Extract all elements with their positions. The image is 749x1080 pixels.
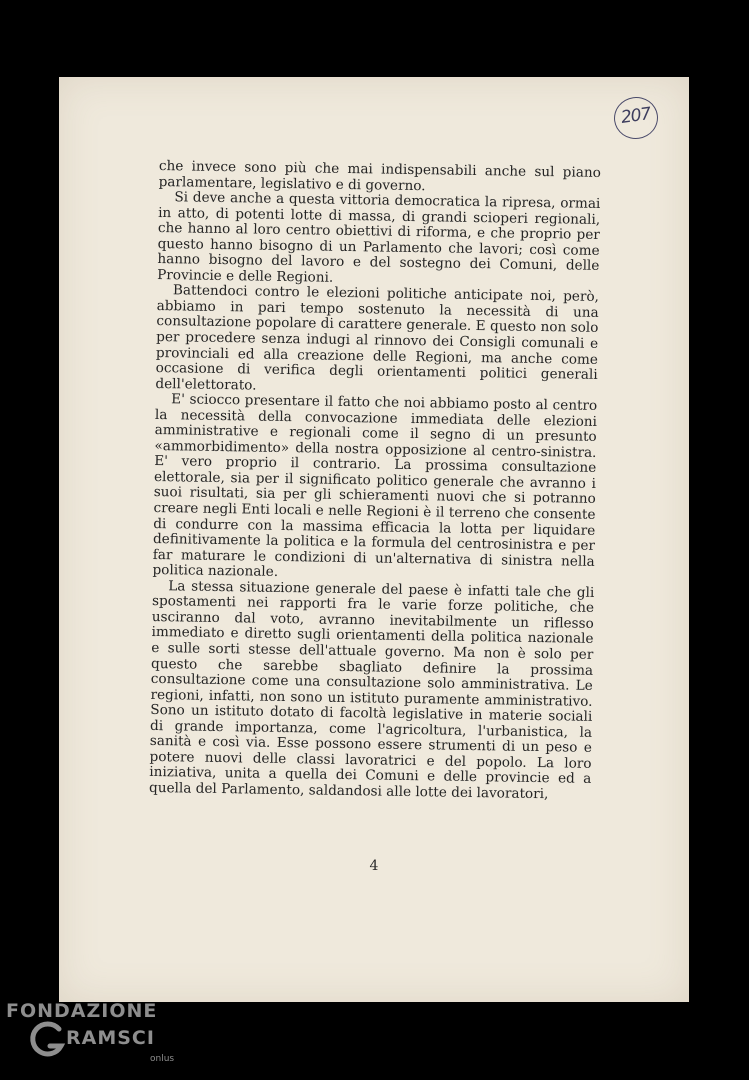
document-page: [59, 77, 689, 1002]
folio-stamp: [611, 94, 660, 142]
g-mark-icon: [28, 1019, 70, 1061]
page-number: 4: [369, 858, 379, 874]
paragraph: Battendoci contro le elezioni politiche anticipate noi, però, abbiamo in pari tempo sostenuto la necessità di una consultazione popolare di carattere generale. E questo non solo per procedere senza indugi al rinnovo dei Consigli comunali e provinciali ed alla creazione delle Regioni, ma anche come occasione di verifica degli orientamenti politici generali dell'elettorato.: [155, 282, 600, 394]
paragraph: E' sciocco presentare il fatto che noi abbiamo posto al centro la necessità della convocazione immediata delle elezioni amministrative e regionali come il segno di un presunto «ammorbidimento» della nostra opposizione al centro-sinistra. E' vero proprio il contrario. La prossima consultazione elettorale, sia per il significato politico generale che avranno i suoi risultati, sia per gli schieramenti nuovi che si potranno creare negli Enti locali e nelle Regioni è il terreno che consente di condurre con la massima efficacia la lotta per liquidare definitivamente la politica e la formula del centrosinistra e per far maturare le condizioni di un'alternativa di sinistra nella politica nazionale.: [152, 391, 598, 581]
logo-line1: FONDAZIONE: [6, 1000, 158, 1022]
logo-suffix: onlus: [150, 1054, 175, 1064]
paragraph: Si deve anche a questa vittoria democratica la ripresa, ormai in atto, di potenti lotte di massa, di grandi scioperi regionali, che hanno al loro centro obiettivi di riforma, e che proprio per questo hanno bisogno di un Parlamento che lavori; così come hanno bisogno del lavoro e del sostegno dei Comuni, delle Provincie e delle Regioni.: [157, 189, 601, 286]
paragraph: La stessa situazione generale del paese è infatti tale che gli spostamenti nei rapporti fra le varie forze politiche, che usciranno dal voto, avranno inevitabilmente un riflesso immediato e diretto sugli orientamenti della politica nazionale e sulle sorti stesse dell'attuale governo. Ma non è solo per questo che sarebbe sbagliato definire la prossima consultazione come una consultazione solo amministrativa. Le regioni, infatti, non sono un istituto puramente amministrativo. Sono un istituto dotato di facoltà legislative in materie sociali di grande importanza, come l'agricoltura, l'urbanistica, la sanità e così via. Esse possono essere strumenti di un peso e potere nuovi delle classi lavoratrici e del popolo. La loro iniziativa, unita a quella dei Comuni e delle provincie ed a quella del Parlamento, saldandosi alle lotte dei lavoratori,: [148, 577, 595, 803]
folio-number: 207: [619, 104, 652, 128]
watermark-logo: [0, 994, 200, 1080]
logo-line2: RAMSCI: [66, 1027, 155, 1049]
body-text: [149, 159, 601, 803]
paragraph: che invece sono più che mai indispensabili anche sul piano parlamentare, legislativo e di governo.: [158, 158, 601, 194]
